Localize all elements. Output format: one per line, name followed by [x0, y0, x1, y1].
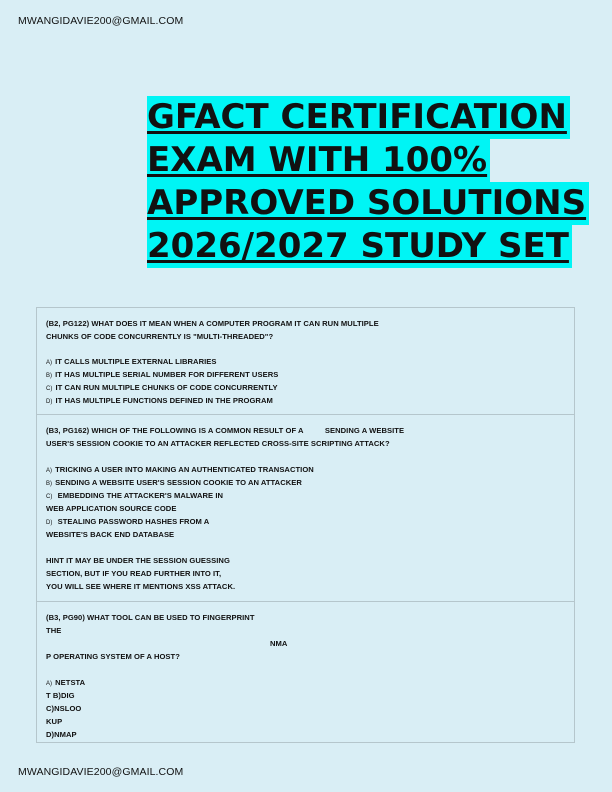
question-3-stem-line-4: P OPERATING SYSTEM OF A HOST? [46, 652, 180, 661]
question-2-hint-line-2: SECTION, BUT IF YOU READ FURTHER INTO IT, [46, 569, 222, 578]
question-3-option-a [46, 678, 85, 687]
option-label: C) [46, 494, 53, 500]
question-1-option-c [46, 383, 278, 392]
question-2-stem-line-1: (B3, PG162) WHICH OF THE FOLLOWING IS A COMMON RESULT OF A SENDING A WEBSITE [46, 426, 405, 435]
document-title [147, 96, 587, 268]
option-text: IT HAS MULTIPLE SERIAL NUMBER FOR DIFFERENT USERS [55, 370, 279, 379]
question-3-option-line-4: KUP [46, 717, 63, 726]
question-1-stem-line-1: (B2, PG122) WHAT DOES IT MEAN WHEN A COMPUTER PROGRAM IT CAN RUN MULTIPLE [46, 319, 379, 328]
option-text: IT CALLS MULTIPLE EXTERNAL LIBRARIES [55, 357, 217, 366]
option-label: D) [46, 520, 53, 526]
title-line-1: GFACT CERTIFICATION [147, 96, 570, 139]
question-3-stem-line-2: THE [46, 626, 62, 635]
question-card-3 [36, 601, 575, 743]
question-3-option-line-5: D)NMAP [46, 730, 77, 739]
question-1-option-d [46, 396, 273, 405]
question-3-stem-line-3: NMA [270, 639, 288, 648]
question-1-option-b [46, 370, 278, 379]
option-text: NETSTA [55, 678, 86, 687]
title-line-3: APPROVED SOLUTIONS [147, 182, 589, 225]
title-line-4: 2026/2027 STUDY SET [147, 225, 572, 268]
option-text: TRICKING A USER INTO MAKING AN AUTHENTICATED TRANSACTION [55, 465, 314, 474]
header-email: MWANGIDAVIE200@GMAIL.COM [18, 15, 184, 27]
question-2-option-a [46, 465, 314, 474]
option-text: IT HAS MULTIPLE FUNCTIONS DEFINED IN THE PROGRAM [55, 396, 273, 405]
question-2-stem-line-2: USER'S SESSION COOKIE TO AN ATTACKER REFLECTED CROSS-SITE SCRIPTING ATTACK? [46, 439, 390, 448]
option-text: STEALING PASSWORD HASHES FROM A [55, 517, 210, 526]
question-1-stem-line-2: CHUNKS OF CODE CONCURRENTLY IS "MULTI-THREADED"? [46, 332, 274, 341]
question-2-option-d [46, 517, 209, 526]
question-card-1 [36, 307, 575, 415]
option-label: A) [46, 360, 53, 366]
option-text: SENDING A WEBSITE USER'S SESSION COOKIE TO AN ATTACKER [55, 478, 302, 487]
question-1-option-a [46, 357, 217, 366]
question-2-option-b [46, 478, 302, 487]
option-text: EMBEDDING THE ATTACKER'S MALWARE IN [55, 491, 224, 500]
question-2-hint-line-3: YOU WILL SEE WHERE IT MENTIONS XSS ATTACK. [46, 582, 236, 591]
question-2-option-c-continued: WEB APPLICATION SOURCE CODE [46, 504, 177, 513]
option-label: A) [46, 468, 53, 474]
option-label: D) [46, 399, 53, 405]
option-label: A) [46, 681, 53, 687]
option-label: B) [46, 481, 53, 487]
footer-email: MWANGIDAVIE200@GMAIL.COM [18, 766, 184, 778]
title-line-2: EXAM WITH 100% [147, 139, 490, 182]
question-3-option-line-3: C)NSLOO [46, 704, 82, 713]
question-2-option-c [46, 491, 223, 500]
option-label: B) [46, 373, 53, 379]
question-card-2 [36, 414, 575, 602]
option-label: C) [46, 386, 53, 392]
question-3-option-line-2: T B)DIG [46, 691, 75, 700]
question-3-stem-line-1: (B3, PG90) WHAT TOOL CAN BE USED TO FINGERPRINT [46, 613, 255, 622]
question-2-option-d-continued: WEBSITE'S BACK END DATABASE [46, 530, 175, 539]
question-2-hint-line-1: HINT IT MAY BE UNDER THE SESSION GUESSING [46, 556, 230, 565]
option-text: IT CAN RUN MULTIPLE CHUNKS OF CODE CONCURRENTLY [55, 383, 278, 392]
